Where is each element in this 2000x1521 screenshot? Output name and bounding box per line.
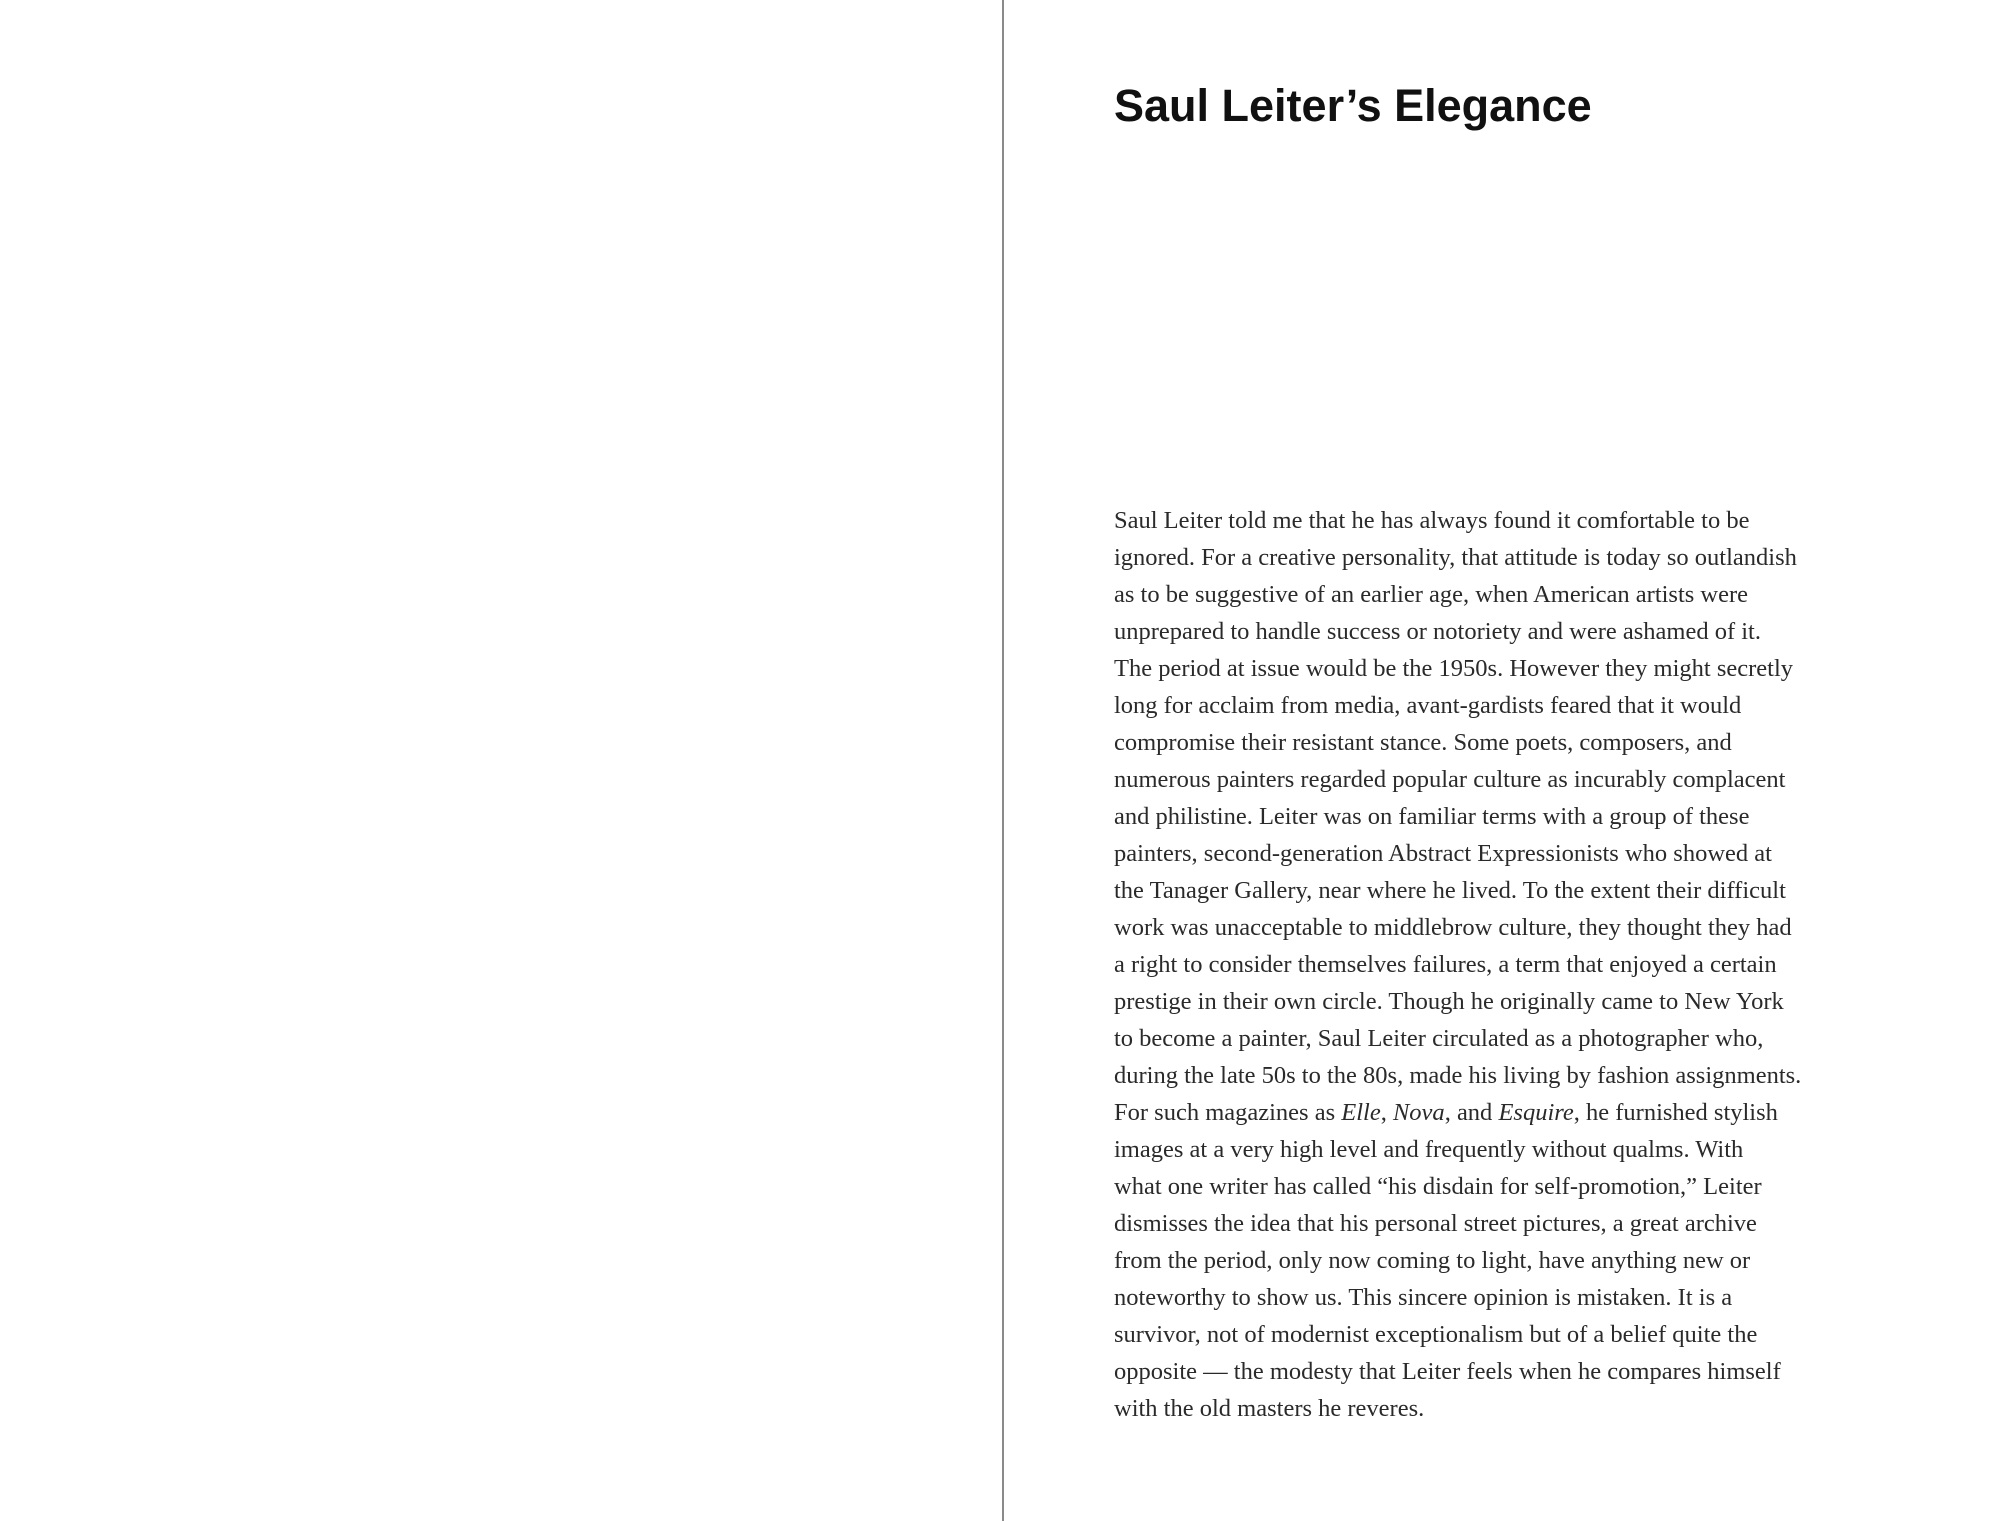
body-line: the Tanager Gallery, near where he lived. To the extent their difficult [1114, 877, 1786, 904]
body-line: compromise their resistant stance. Some poets, composers, and [1114, 729, 1732, 756]
body-line: prestige in their own circle. Though he originally came to New York [1114, 988, 1784, 1015]
magazine-title-nova: Nova [1392, 1099, 1445, 1126]
body-line: long for acclaim from media, avant-gardists feared that it would [1114, 692, 1742, 719]
essay-title: Saul Leiter’s Elegance [1114, 80, 1592, 131]
body-line: during the late 50s to the 80s, made his living by fashion assignments. [1114, 1062, 1802, 1089]
body-line: a right to consider themselves failures, a term that enjoyed a certain [1114, 951, 1777, 978]
body-line: to become a painter, Saul Leiter circulated as a photographer who, [1114, 1025, 1764, 1052]
body-line: The period at issue would be the 1950s. However they might secretly [1114, 655, 1794, 682]
essay-body [1114, 502, 1914, 1427]
text-fragment: , [1380, 1099, 1393, 1126]
body-line-magazines [1114, 1094, 1914, 1131]
text-fragment: For such magazines as [1114, 1099, 1342, 1126]
right-page [1004, 0, 2000, 1521]
text-fragment: , and [1444, 1099, 1499, 1126]
body-line: ignored. For a creative personality, that attitude is today so outlandish [1114, 544, 1797, 571]
body-line: survivor, not of modernist exceptionalism but of a belief quite the [1114, 1321, 1758, 1348]
body-line: Saul Leiter told me that he has always found it comfortable to be [1114, 507, 1750, 534]
body-line: with the old masters he reveres. [1114, 1395, 1425, 1422]
body-line: opposite — the modesty that Leiter feels when he compares himself [1114, 1358, 1781, 1385]
body-line: painters, second-generation Abstract Expressionists who showed at [1114, 840, 1772, 867]
body-line: dismisses the idea that his personal street pictures, a great archive [1114, 1210, 1757, 1237]
body-line: as to be suggestive of an earlier age, when American artists were [1114, 581, 1749, 608]
body-line: what one writer has called “his disdain for self-promotion,” Leiter [1114, 1173, 1762, 1200]
body-line: noteworthy to show us. This sincere opinion is mistaken. It is a [1114, 1284, 1733, 1311]
text-fragment: , he furnished stylish [1573, 1099, 1778, 1126]
body-line: from the period, only now coming to light, have anything new or [1114, 1247, 1751, 1274]
magazine-title-elle: Elle [1341, 1099, 1381, 1126]
body-line: unprepared to handle success or notoriety and were ashamed of it. [1114, 618, 1761, 645]
magazine-title-esquire: Esquire [1498, 1099, 1574, 1126]
body-line: work was unacceptable to middlebrow culture, they thought they had [1114, 914, 1792, 941]
body-line: numerous painters regarded popular culture as incurably complacent [1114, 766, 1786, 793]
body-line: images at a very high level and frequently without qualms. With [1114, 1136, 1744, 1163]
body-line: and philistine. Leiter was on familiar terms with a group of these [1114, 803, 1750, 830]
